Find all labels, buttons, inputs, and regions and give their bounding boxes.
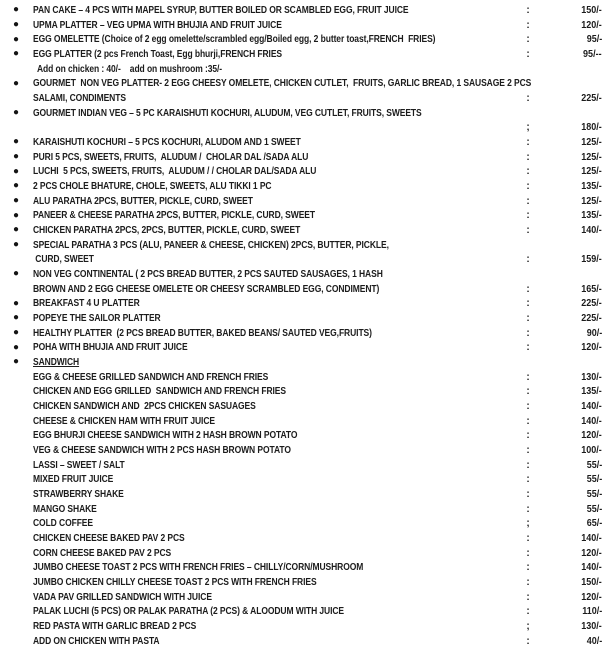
menu-item-text: VEG & CHEESE SANDWICH WITH 2 PCS HASH BROWN POTATO	[33, 444, 291, 456]
bullet-icon: ●	[13, 195, 20, 207]
menu-item-text: VADA PAV GRILLED SANDWICH WITH JUICE	[33, 591, 212, 603]
price-separator: :	[526, 180, 530, 192]
menu-row	[0, 605, 615, 620]
menu-item-price: 95/--	[583, 48, 602, 60]
price-separator: :	[526, 195, 530, 207]
price-separator: :	[526, 489, 530, 500]
menu-row	[0, 62, 615, 77]
bullet-icon: ●	[13, 165, 20, 177]
menu-item-text: POHA WITH BHUJIA AND FRUIT JUICE	[33, 342, 188, 354]
menu-item-text: GOURMET INDIAN VEG – 5 PC KARAISHUTI KOCHURI, ALUDUM, VEG CUTLET, FRUITS, SWEETS	[33, 107, 422, 119]
menu-item-text: STRAWBERRY SHAKE	[33, 489, 124, 500]
menu-item-text: UPMA PLATTER – VEG UPMA WITH BHUJIA AND FRUIT JUICE	[33, 19, 282, 31]
menu-item-price: 100/-	[581, 444, 602, 456]
bullet-icon: ●	[13, 312, 20, 324]
menu-item-price: 125/-	[581, 151, 602, 163]
menu-row	[0, 590, 615, 605]
bullet-icon: ●	[13, 268, 20, 280]
price-separator: :	[526, 92, 530, 104]
menu-item-price: 125/-	[581, 136, 602, 148]
menu-row	[0, 164, 615, 179]
price-separator: :	[526, 19, 530, 31]
menu-item-price: 120/-	[581, 430, 602, 442]
menu-item-text: HEALTHY PLATTER (2 PCS BREAD BUTTER, BAKED BEANS/ SAUTED VEG,FRUITS)	[33, 327, 372, 339]
menu-item-price: 140/-	[581, 415, 602, 427]
menu-row	[0, 296, 615, 311]
menu-item-price: 120/-	[581, 547, 602, 559]
menu-item-text: POPEYE THE SAILOR PLATTER	[33, 312, 161, 324]
menu-row	[0, 619, 615, 634]
price-separator: :	[526, 415, 530, 427]
menu-item-price: 135/-	[581, 386, 602, 398]
menu-row	[0, 473, 615, 488]
bullet-icon: ●	[13, 239, 20, 251]
menu-item-price: 40/-	[586, 635, 602, 647]
menu-item-text: EGG & CHEESE GRILLED SANDWICH AND FRENCH FRIES	[33, 371, 269, 383]
price-separator: :	[526, 34, 530, 46]
menu-item-text: PANEER & CHEESE PARATHA 2PCS, BUTTER, PICKLE, CURD, SWEET	[33, 210, 315, 222]
menu-item-price: 120/-	[581, 342, 602, 354]
menu-row	[0, 634, 615, 649]
menu-item-price: 55/-	[586, 474, 602, 486]
menu-item-text: CHEESE & CHICKEN HAM WITH FRUIT JUICE	[33, 415, 215, 427]
menu-row	[0, 428, 615, 443]
menu-item-text: CHICKEN AND EGG GRILLED SANDWICH AND FRENCH FRIES	[33, 386, 286, 398]
menu-item-text: SALAMI, CONDIMENTS	[33, 92, 126, 104]
price-separator: :	[526, 342, 530, 354]
menu-item-price: 90/-	[586, 327, 602, 339]
menu-item-price: 225/-	[581, 298, 602, 310]
menu-item-text: CURD, SWEET	[33, 254, 94, 266]
menu-item-text: PALAK LUCHI (5 PCS) OR PALAK PARATHA (2 PCS) & ALOODUM WITH JUICE	[33, 606, 345, 618]
menu-row	[0, 238, 615, 253]
menu-row	[0, 252, 615, 267]
price-separator: :	[526, 48, 530, 60]
menu-row	[0, 575, 615, 590]
menu-item-text: NON VEG CONTINENTAL ( 2 PCS BREAD BUTTER, 2 PCS SAUTED SAUSAGES, 1 HASH	[33, 268, 383, 280]
menu-row	[0, 150, 615, 165]
menu-item-price: 65/-	[586, 518, 602, 530]
menu-item-text: RED PASTA WITH GARLIC BREAD 2 PCS	[33, 621, 197, 633]
menu-item-price: 165/-	[581, 283, 602, 295]
menu-row	[0, 487, 615, 502]
price-separator: :	[526, 533, 530, 545]
menu-item-price: 140/-	[581, 562, 602, 574]
menu-row	[0, 311, 615, 326]
menu-item-price: 120/-	[581, 19, 602, 31]
price-separator: :	[526, 4, 530, 16]
price-separator: :	[526, 136, 530, 148]
bullet-icon: ●	[13, 48, 20, 60]
menu-row	[0, 18, 615, 33]
price-separator: :	[526, 386, 530, 398]
menu-row	[0, 76, 615, 91]
menu-item-price: 110/-	[581, 606, 602, 618]
price-separator: :	[526, 400, 530, 412]
menu-row	[0, 282, 615, 297]
bullet-icon: ●	[13, 107, 20, 119]
bullet-icon: ●	[13, 356, 20, 368]
menu-item-text	[33, 122, 515, 133]
bullet-icon: ●	[13, 151, 20, 163]
menu-item-price: 125/-	[581, 166, 602, 178]
menu-item-price: 180/-	[581, 122, 602, 134]
price-separator: :	[526, 312, 530, 324]
menu-item-text: MANGO SHAKE	[33, 503, 97, 515]
menu-row	[0, 326, 615, 341]
menu-item-text: MIXED FRUIT JUICE	[33, 474, 114, 486]
menu-item-text: PURI 5 PCS, SWEETS, FRUITS, ALUDUM / CHOLAR DAL /SADA ALU	[33, 151, 309, 163]
price-separator: :	[526, 254, 530, 266]
menu-item-price: 95/-	[586, 34, 602, 46]
bullet-icon: ●	[13, 341, 20, 353]
menu-item-text: CHICKEN CHEESE BAKED PAV 2 PCS	[33, 533, 185, 545]
price-separator: :	[526, 224, 530, 236]
menu-row	[0, 267, 615, 282]
menu-item-text: EGG PLATTER (2 pcs French Toast, Egg bhurji,FRENCH FRIES	[33, 48, 283, 60]
menu-item-text: LASSI – SWEET / SALT	[33, 459, 125, 471]
menu-item-price: 135/-	[581, 180, 602, 192]
price-separator: ;	[526, 518, 530, 530]
price-separator: :	[526, 298, 530, 310]
bullet-icon: ●	[13, 224, 20, 236]
bullet-icon: ●	[13, 33, 20, 45]
menu-item-price: 140/-	[581, 400, 602, 412]
price-separator: :	[526, 474, 530, 486]
menu-item-price: 225/-	[581, 92, 602, 104]
price-separator: :	[526, 459, 530, 471]
bullet-icon: ●	[13, 4, 20, 16]
menu-item-text: GOURMET NON VEG PLATTER- 2 EGG CHEESY OMELETE, CHICKEN CUTLET, FRUITS, GARLIC BREAD, 1 SAUSAGE 2 PCS	[33, 78, 532, 90]
menu-item-text: EGG BHURJI CHEESE SANDWICH WITH 2 HASH BROWN POTATO	[33, 430, 298, 442]
price-separator: :	[526, 635, 530, 647]
menu-item-text: 2 PCS CHOLE BHATURE, CHOLE, SWEETS, ALU TIKKI 1 PC	[33, 180, 272, 192]
menu-row	[0, 546, 615, 561]
menu-row	[0, 179, 615, 194]
menu-item-price: 140/-	[581, 533, 602, 545]
menu-item-price: 55/-	[586, 459, 602, 471]
price-separator: :	[526, 283, 530, 295]
price-separator: :	[526, 503, 530, 515]
bullet-icon: ●	[13, 136, 20, 148]
menu-row	[0, 443, 615, 458]
bullet-icon: ●	[13, 297, 20, 309]
price-separator: :	[526, 444, 530, 456]
menu-row	[0, 47, 615, 62]
price-separator: :	[526, 430, 530, 442]
price-separator: :	[526, 371, 530, 383]
price-separator: :	[526, 210, 530, 222]
price-separator: :	[526, 591, 530, 603]
menu-item-price: 140/-	[581, 224, 602, 236]
bullet-icon: ●	[13, 19, 20, 30]
menu-row	[0, 561, 615, 576]
menu-row	[0, 91, 615, 106]
menu-item-price: 55/-	[586, 503, 602, 515]
menu-item-price: 55/-	[586, 489, 602, 500]
menu-row	[0, 194, 615, 209]
menu-row	[0, 340, 615, 355]
menu-row	[0, 414, 615, 429]
menu-item-price: 120/-	[581, 591, 602, 603]
menu-item-price: 225/-	[581, 312, 602, 324]
menu-item-text: CORN CHEESE BAKED PAV 2 PCS	[33, 547, 172, 559]
menu-item-text: EGG OMELETTE (Choice of 2 egg omelette/scrambled egg/Boiled egg, 2 butter toast,FRENCH FRIES)	[33, 34, 436, 46]
price-separator: :	[526, 151, 530, 163]
menu-item-text: SANDWICH	[33, 356, 80, 368]
menu-row	[0, 3, 615, 18]
menu-row	[0, 32, 615, 47]
bullet-icon: ●	[13, 209, 20, 221]
menu-item-text: JUMBO CHEESE TOAST 2 PCS WITH FRENCH FRIES – CHILLY/CORN/MUSHROOM	[33, 562, 364, 574]
menu-item-text: CHICKEN SANDWICH AND 2PCS CHICKEN SASUAGES	[33, 400, 256, 412]
price-separator: :	[526, 562, 530, 574]
menu-item-price: 159/-	[581, 254, 602, 266]
menu-row	[0, 458, 615, 473]
menu-item-price: 130/-	[581, 621, 602, 633]
price-separator: ;	[526, 621, 530, 633]
menu-item-price: 135/-	[581, 210, 602, 222]
menu-item-text: BREAKFAST 4 U PLATTER	[33, 298, 140, 310]
menu-item-price: 125/-	[581, 195, 602, 207]
menu-item-text: ALU PARATHA 2PCS, BUTTER, PICKLE, CURD, SWEET	[33, 195, 253, 207]
menu-item-text: Add on chicken : 40/- add on mushroom :35/-	[37, 63, 223, 75]
menu-item-text: COLD COFFEE	[33, 518, 93, 530]
menu-row	[0, 502, 615, 517]
menu-item-text: ADD ON CHICKEN WITH PASTA	[33, 635, 160, 647]
menu-row	[0, 355, 615, 370]
menu-row	[0, 517, 615, 532]
bullet-icon: ●	[13, 77, 20, 89]
menu-item-price: 130/-	[581, 371, 602, 383]
menu-row	[0, 531, 615, 546]
menu-item-text: JUMBO CHICKEN CHILLY CHEESE TOAST 2 PCS WITH FRENCH FRIES	[33, 577, 317, 589]
price-separator: :	[526, 327, 530, 339]
menu-item-price: 150/-	[581, 577, 602, 589]
menu-row	[0, 384, 615, 399]
menu-row	[0, 120, 615, 135]
menu-row	[0, 106, 615, 121]
menu-item-text: SPECIAL PARATHA 3 PCS (ALU, PANEER & CHEESE, CHICKEN) 2PCS, BUTTER, PICKLE,	[33, 239, 389, 251]
menu-row	[0, 208, 615, 223]
price-separator: ;	[526, 122, 530, 134]
bullet-icon: ●	[13, 180, 20, 192]
menu-item-text: KARAISHUTI KOCHURI – 5 PCS KOCHURI, ALUDOM AND 1 SWEET	[33, 136, 301, 148]
menu-item-text: BROWN AND 2 EGG CHEESE OMELETE OR CHEESY SCRAMBLED EGG, CONDIMENT)	[33, 283, 380, 295]
menu-row	[0, 135, 615, 150]
menu-item-price: 150/-	[581, 4, 602, 16]
price-separator: :	[526, 577, 530, 589]
price-separator: :	[526, 166, 530, 178]
menu-item-text: LUCHI 5 PCS, SWEETS, FRUITS, ALUDUM / / CHOLAR DAL/SADA ALU	[33, 166, 317, 178]
menu-row	[0, 399, 615, 414]
bullet-icon: ●	[13, 327, 20, 339]
menu-item-text: PAN CAKE – 4 PCS WITH MAPEL SYRUP, BUTTER BOILED OR SCAMBLED EGG, FRUIT JUICE	[33, 4, 409, 16]
price-separator: :	[526, 606, 530, 618]
menu-item-text: CHICKEN PARATHA 2PCS, 2PCS, BUTTER, PICKLE, CURD, SWEET	[33, 224, 301, 236]
price-separator: :	[526, 547, 530, 559]
menu-row	[0, 370, 615, 385]
menu-row	[0, 223, 615, 238]
